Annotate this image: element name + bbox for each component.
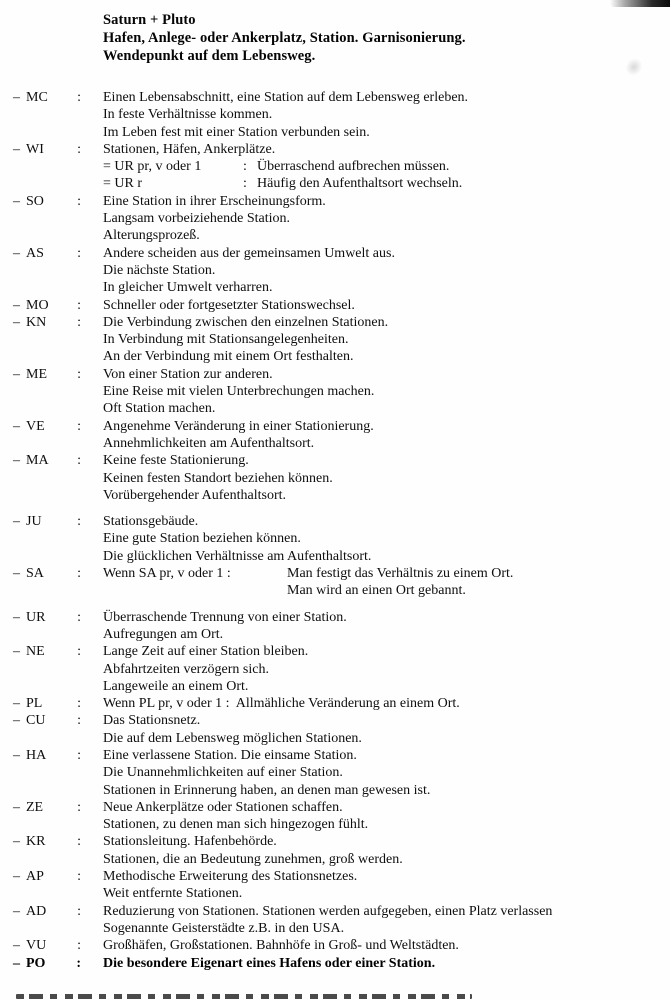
entry-vu xyxy=(13,937,666,954)
entry-colon: : xyxy=(76,955,81,971)
entry-ur xyxy=(13,609,666,644)
entry-abbr: PO xyxy=(26,955,46,971)
entry-line: Von einer Station zur anderen. xyxy=(103,366,273,382)
condition-results xyxy=(287,565,513,600)
entry-line: Eine Station in ihrer Erscheinungsform. xyxy=(103,193,326,209)
entry-key xyxy=(13,643,103,660)
entry-line: Methodische Erweiterung des Stationsnetzes. xyxy=(103,869,358,885)
entry-ha xyxy=(13,747,666,799)
entry-key xyxy=(13,89,103,106)
entry-abbr: VE xyxy=(26,418,45,434)
entry-key xyxy=(13,903,103,920)
entry-line: Die nächste Station. xyxy=(103,262,216,278)
entry-line: In gleicher Umwelt verharren. xyxy=(103,280,273,296)
condition-lead: Wenn SA pr, v oder 1 : xyxy=(103,566,231,582)
entry-key xyxy=(13,833,103,850)
entry-key xyxy=(13,297,103,314)
entry-colon: : xyxy=(77,314,81,330)
sub-colon: : xyxy=(243,176,247,192)
entry-subcondition-line xyxy=(103,175,666,192)
condition-result-line: Man wird an einen Ort gebannt. xyxy=(287,583,466,599)
entry-line: In feste Verhältnisse kommen. xyxy=(103,107,273,123)
entry-line: Die Unannehmlichkeiten auf einer Station. xyxy=(103,765,343,781)
entry-lines xyxy=(103,799,666,834)
entry-colon: : xyxy=(77,834,81,850)
dash-glyph: – xyxy=(13,514,20,530)
entry-abbr: KR xyxy=(26,834,46,850)
entry-ma xyxy=(13,452,666,504)
entry-key xyxy=(13,513,103,530)
entry-pl xyxy=(13,695,666,712)
dash-glyph: – xyxy=(13,696,20,712)
entry-lines xyxy=(103,297,666,314)
entry-lines xyxy=(103,193,666,245)
entry-abbr: MC xyxy=(26,90,48,105)
entry-line: Schneller oder fortgesetzter Stationswechsel. xyxy=(103,297,355,313)
entry-me xyxy=(13,366,666,418)
condition-result-line: Man festigt das Verhältnis zu einem Ort. xyxy=(287,566,514,582)
entry-line: Stationen, zu denen man sich hingezogen fühlt. xyxy=(103,817,369,833)
entry-colon: : xyxy=(77,245,81,261)
entry-lines xyxy=(103,643,666,695)
entry-abbr: SA xyxy=(26,566,44,582)
dash-glyph: – xyxy=(13,366,20,382)
entry-line: Angenehme Veränderung in einer Stationierung. xyxy=(103,418,374,434)
entry-key xyxy=(13,366,103,383)
entry-line: Langsam vorbeiziehende Station. xyxy=(103,211,290,227)
entry-line: Sogenannte Geisterstädte z.B. in den USA. xyxy=(103,920,345,936)
entry-key xyxy=(13,955,103,972)
dash-glyph: – xyxy=(13,903,20,919)
entry-lines xyxy=(103,695,666,712)
entry-colon: : xyxy=(77,297,81,313)
entry-colon: : xyxy=(77,747,81,763)
sub-condition: = UR pr, v oder 1 xyxy=(103,159,202,175)
sub-condition: = UR r xyxy=(103,176,143,192)
entry-line: In Verbindung mit Stationsangelegenheiten. xyxy=(103,332,349,348)
entry-abbr: PL xyxy=(26,696,43,712)
entry-line: Eine gute Station beziehen können. xyxy=(103,531,301,547)
entry-ju xyxy=(13,513,666,565)
entry-line: Stationen in Erinnerung haben, an denen man gewesen ist. xyxy=(103,782,431,798)
entry-line: Eine Reise mit vielen Unterbrechungen machen. xyxy=(103,384,375,400)
entry-ne xyxy=(13,643,666,695)
entry-key xyxy=(13,565,103,582)
entry-line: Weit entfernte Stationen. xyxy=(103,886,243,902)
entry-abbr: AD xyxy=(26,903,47,919)
entry-kr xyxy=(13,833,666,868)
entry-lines xyxy=(103,89,666,141)
dash-glyph: – xyxy=(13,747,20,763)
entry-key xyxy=(13,452,103,469)
entry-line: Stationsgebäude. xyxy=(103,514,199,530)
entry-abbr: ZE xyxy=(26,799,44,815)
entry-lines xyxy=(103,868,666,903)
entry-line: Keinen festen Standort beziehen können. xyxy=(103,470,333,486)
entry-lines xyxy=(103,833,666,868)
entry-colon: : xyxy=(77,903,81,919)
section-subtitle-2: Wendepunkt auf dem Lebensweg. xyxy=(103,48,316,64)
dash-glyph: – xyxy=(13,955,20,971)
sub-colon: : xyxy=(243,159,247,175)
entry-line: Eine verlassene Station. Die einsame Station. xyxy=(103,747,357,763)
entry-po xyxy=(13,955,666,972)
entry-line: Neue Ankerplätze oder Stationen schaffen. xyxy=(103,799,343,815)
sub-result: Überraschend aufbrechen müssen. xyxy=(257,159,450,175)
entry-line: An der Verbindung mit einem Ort festhalten. xyxy=(103,349,354,365)
entry-key xyxy=(13,141,103,158)
entry-line: Aufregungen am Ort. xyxy=(103,626,224,642)
dash-glyph: – xyxy=(13,713,20,729)
entry-colon: : xyxy=(77,90,81,105)
dash-glyph: – xyxy=(13,314,20,330)
entry-key xyxy=(13,868,103,885)
entry-mo xyxy=(13,297,666,314)
entry-line: Das Stationsnetz. xyxy=(103,713,201,729)
entry-key xyxy=(13,193,103,210)
entry-kn xyxy=(13,314,666,366)
section-header xyxy=(103,11,660,65)
entry-line: Abfahrtzeiten verzögern sich. xyxy=(103,661,269,677)
entries xyxy=(13,89,666,972)
dash-glyph: – xyxy=(13,297,20,313)
entry-line: Keine feste Stationierung. xyxy=(103,453,249,469)
dash-glyph: – xyxy=(13,869,20,885)
entry-as xyxy=(13,245,666,297)
entry-lines xyxy=(103,937,666,954)
entry-so xyxy=(13,193,666,245)
entry-colon: : xyxy=(77,141,81,157)
entry-key xyxy=(13,418,103,435)
entry-line: Stationsleitung. Hafenbehörde. xyxy=(103,834,277,850)
entry-key xyxy=(13,712,103,729)
entry-line: Andere scheiden aus der gemeinsamen Umwelt aus. xyxy=(103,245,395,261)
entry-key xyxy=(13,937,103,954)
entry-mc xyxy=(13,89,666,141)
entry-line: Großhäfen, Großstationen. Bahnhöfe in Groß- und Weltstädten. xyxy=(103,938,459,954)
entry-colon: : xyxy=(77,566,81,582)
entry-key xyxy=(13,747,103,764)
entry-lines xyxy=(103,565,666,600)
entry-abbr: MA xyxy=(26,453,49,469)
entry-lines xyxy=(103,955,666,972)
dash-glyph: – xyxy=(13,453,20,469)
dash-glyph: – xyxy=(13,418,20,434)
dash-glyph: – xyxy=(13,566,20,582)
entry-line: Wenn PL pr, v oder 1 : Allmähliche Veränderung an einem Ort. xyxy=(103,696,460,712)
entry-lines xyxy=(103,712,666,747)
entry-colon: : xyxy=(77,609,81,625)
entry-abbr: JU xyxy=(26,514,42,530)
entry-key xyxy=(13,695,103,712)
dash-glyph: – xyxy=(13,90,20,105)
dash-glyph: – xyxy=(13,834,20,850)
entry-colon: : xyxy=(77,869,81,885)
entry-abbr: ME xyxy=(26,366,47,382)
entry-line: Langeweile an einem Ort. xyxy=(103,678,249,694)
entry-colon: : xyxy=(77,799,81,815)
entry-colon: : xyxy=(77,366,81,382)
entry-line: Die Verbindung zwischen den einzelnen Stationen. xyxy=(103,314,389,330)
entry-abbr: NE xyxy=(26,644,45,660)
entry-abbr: HA xyxy=(26,747,47,763)
entry-colon: : xyxy=(77,418,81,434)
entry-line: Vorübergehender Aufenthaltsort. xyxy=(103,487,286,503)
dash-glyph: – xyxy=(13,609,20,625)
entry-wi xyxy=(13,141,666,193)
entry-colon: : xyxy=(77,514,81,530)
entry-colon: : xyxy=(77,938,81,954)
entry-abbr: UR xyxy=(26,609,46,625)
entry-line: Die auf dem Lebensweg möglichen Stationen. xyxy=(103,730,362,746)
dash-glyph: – xyxy=(13,193,20,209)
entry-lines xyxy=(103,314,666,366)
entry-abbr: AS xyxy=(26,245,44,261)
entry-line: Alterungsprozeß. xyxy=(103,228,200,244)
dash-glyph: – xyxy=(13,141,20,157)
entry-colon: : xyxy=(77,644,81,660)
entry-lines xyxy=(103,609,666,644)
entry-lines xyxy=(103,245,666,297)
entry-lines xyxy=(103,747,666,799)
entry-line: Lange Zeit auf einer Station bleiben. xyxy=(103,644,309,660)
entry-key xyxy=(13,799,103,816)
entry-lines xyxy=(103,513,666,565)
entry-line: Die glücklichen Verhältnisse am Aufenthaltsort. xyxy=(103,548,372,564)
entry-ve xyxy=(13,418,666,453)
sub-result: Häufig den Aufenthaltsort wechseln. xyxy=(257,176,463,192)
entry-lines xyxy=(103,452,666,504)
dash-glyph: – xyxy=(13,938,20,954)
entry-abbr: VU xyxy=(26,938,47,954)
entry-line: Überraschende Trennung von einer Station. xyxy=(103,609,347,625)
entry-line: Stationen, die an Bedeutung zunehmen, groß werden. xyxy=(103,851,403,867)
entry-line: Einen Lebensabschnitt, eine Station auf dem Lebensweg erleben. xyxy=(103,90,469,105)
entry-key xyxy=(13,314,103,331)
entry-lines xyxy=(103,141,666,193)
entry-key xyxy=(13,609,103,626)
entry-abbr: CU xyxy=(26,713,46,729)
section-subtitle-1: Hafen, Anlege- oder Ankerplatz, Station. Garnisonierung. xyxy=(103,30,466,46)
dash-glyph: – xyxy=(13,799,20,815)
entry-line: Annehmlichkeiten am Aufenthaltsort. xyxy=(103,435,315,451)
entry-abbr: SO xyxy=(26,193,44,209)
cutoff-text-artifact xyxy=(16,994,472,999)
entry-cu xyxy=(13,712,666,747)
entry-colon: : xyxy=(77,193,81,209)
entry-lines xyxy=(103,903,666,938)
entry-key xyxy=(13,245,103,262)
scan-corner-smudge xyxy=(610,0,670,7)
entry-line: Oft Station machen. xyxy=(103,401,216,417)
entry-abbr: AP xyxy=(26,869,44,885)
entry-ap xyxy=(13,868,666,903)
dash-glyph: – xyxy=(13,644,20,660)
entry-line: Stationen, Häfen, Ankerplätze. xyxy=(103,141,276,157)
entry-line: Die besondere Eigenart eines Hafens oder einer Station. xyxy=(103,955,436,971)
entry-abbr: MO xyxy=(26,297,49,313)
entry-colon: : xyxy=(77,713,81,729)
entry-ze xyxy=(13,799,666,834)
section-title: Saturn + Pluto xyxy=(103,12,196,28)
entry-colon: : xyxy=(77,696,81,712)
entry-lines xyxy=(103,418,666,453)
entry-line: Reduzierung von Stationen. Stationen werden aufgegeben, einen Platz verlassen xyxy=(103,903,553,919)
entry-sa xyxy=(13,565,666,600)
entry-colon: : xyxy=(77,453,81,469)
entry-condition-line xyxy=(103,565,666,600)
entry-lines xyxy=(103,366,666,418)
dash-glyph: – xyxy=(13,245,20,261)
entry-ad xyxy=(13,903,666,938)
entry-abbr: KN xyxy=(26,314,47,330)
entry-subcondition-line xyxy=(103,158,666,175)
entry-line: Im Leben fest mit einer Station verbunden sein. xyxy=(103,124,370,140)
entry-abbr: WI xyxy=(26,141,44,157)
